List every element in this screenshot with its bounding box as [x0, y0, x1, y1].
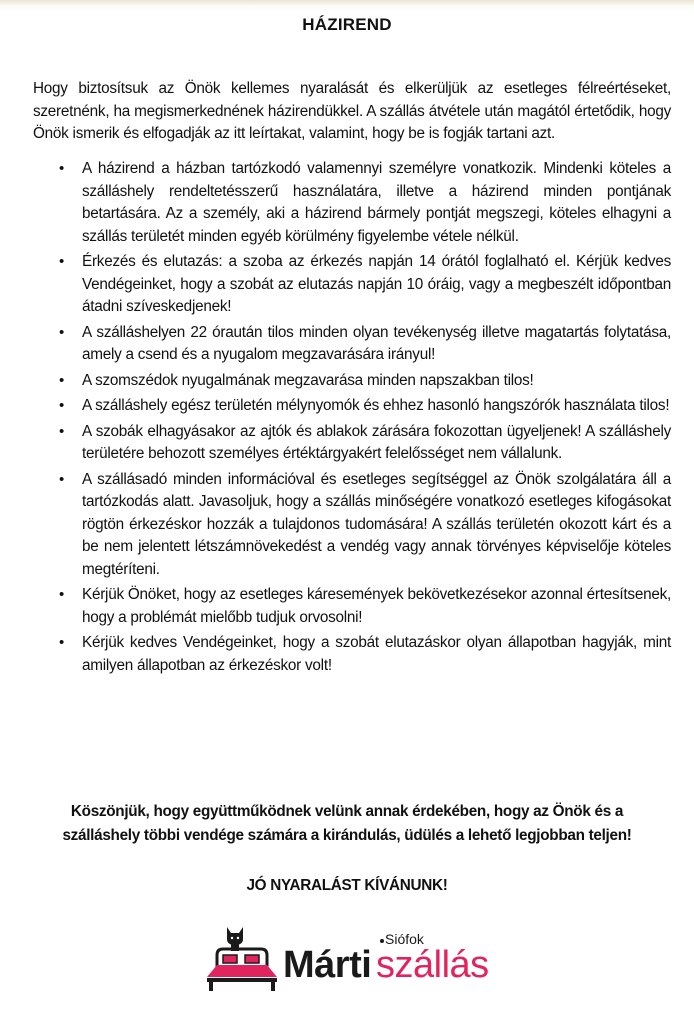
rule-item	[0, 584, 671, 629]
document-title: HÁZIREND	[302, 15, 392, 34]
intro-paragraph: Hogy biztosítsuk az Önök kellemes nyaralását és elkerüljük az esetleges félreértéseket, szeretnénk, ha megismerkednének házirendükkel. A szállás átvétele után magától értetődik, hogy Önök ismerik és elfogadják az itt leírtakat, valamint, hogy be is fogják tartani azt.	[33, 80, 671, 142]
rule-text: A szobák elhagyásakor az ajtók és ablakok zárására fokozottan ügyeljenek! A szálláshely területére behozott személyes értéktárgyakért felelősséget nem vállalunk.	[82, 422, 671, 462]
bed-with-cat-icon	[205, 925, 281, 995]
thank-you-line-2: szálláshely többi vendége számára a kirándulás, üdülés a lehető legjobban teljen!	[62, 827, 632, 844]
logo-brand-marti: Márti	[283, 944, 372, 986]
rule-item	[0, 158, 671, 248]
rule-item	[0, 370, 671, 393]
rule-item	[0, 632, 671, 677]
bullet-icon: •	[59, 470, 65, 488]
rules-list	[0, 158, 694, 680]
rule-text: Érkezés és elutazás: a szoba az érkezés napján 14 órától foglalható el. Kérjük kedves Vendégeinket, hogy a szobát az elutazás napján 10 óráig, vagy a megbeszélt időpontban átadni szíveskedjenek!	[82, 253, 671, 315]
bullet-icon: •	[59, 422, 65, 440]
bullet-icon: •	[59, 160, 65, 177]
top-edge	[0, 0, 694, 12]
logo-brand-szallas: szállás	[376, 944, 489, 986]
bullet-icon: •	[59, 586, 65, 603]
bullet-icon: •	[59, 371, 65, 389]
rule-item	[0, 395, 671, 418]
logo-location-siofok: Siófok	[385, 931, 424, 947]
thank-you-message	[0, 800, 694, 848]
rule-text: A szomszédok nyugalmának megzavarása minden napszakban tilos!	[82, 371, 534, 389]
bullet-icon: •	[59, 253, 65, 270]
rule-item	[0, 251, 671, 319]
thank-you-line-1: Köszönjük, hogy együttműködnek velünk annak érdekében, hogy az Önök és a	[70, 803, 624, 820]
rule-item	[0, 469, 671, 582]
marti-szallas-logo	[205, 925, 505, 995]
rule-text: A szálláshely egész területén mélynyomók és ehhez hasonló hangszórók használata tilos!	[82, 397, 670, 414]
rule-text: A házirend a házban tartózkodó valamennyi személyre vonatkozik. Mindenki köteles a szálláshely rendeltetésszerű használatára, illetve a házirend minden pontjának betartására. Az a személy, aki a házirend bármely pontját megszegi, köteles elhagyni a szállás területét minden egyéb körülmény figyelembe vétele nélkül.	[82, 160, 671, 245]
bullet-icon: •	[59, 323, 65, 341]
rule-item	[0, 322, 671, 367]
rule-text: A szállásadó minden információval és esetleges segítséggel az Önök szolgálatára áll a tartózkodás alatt. Javasoljuk, hogy a szállás minőségére vonatkozó esetleges kifogásokat rögtön érkezéskor hozzák a tulajdonos tudomására! A szállás területén okozott kárt és a be nem jelentett létszámnövekedést a vendég vagy annak törvényes képviselője köteles megtéríteni.	[82, 470, 671, 578]
rule-item	[0, 421, 671, 466]
rule-text: Kérjük Önöket, hogy az esetleges káresemények bekövetkezésekor azonnal értesítsenek, hogy a problémát mielőbb tudjuk orvosolni!	[82, 586, 671, 626]
bullet-icon: •	[59, 397, 65, 414]
bullet-icon: •	[59, 634, 65, 651]
rule-text: Kérjük kedves Vendégeinket, hogy a szobát elutazáskor olyan állapotban hagyják, mint amilyen állapotban az érkezéskor volt!	[82, 634, 671, 674]
rule-text: A szálláshelyen 22 óraután tilos minden olyan tevékenység illetve magatartás folytatása, amely a csend és a nyugalom megzavarására irányul!	[82, 323, 671, 363]
closing-wish: JÓ NYARALÁST KÍVÁNUNK!	[246, 877, 448, 894]
